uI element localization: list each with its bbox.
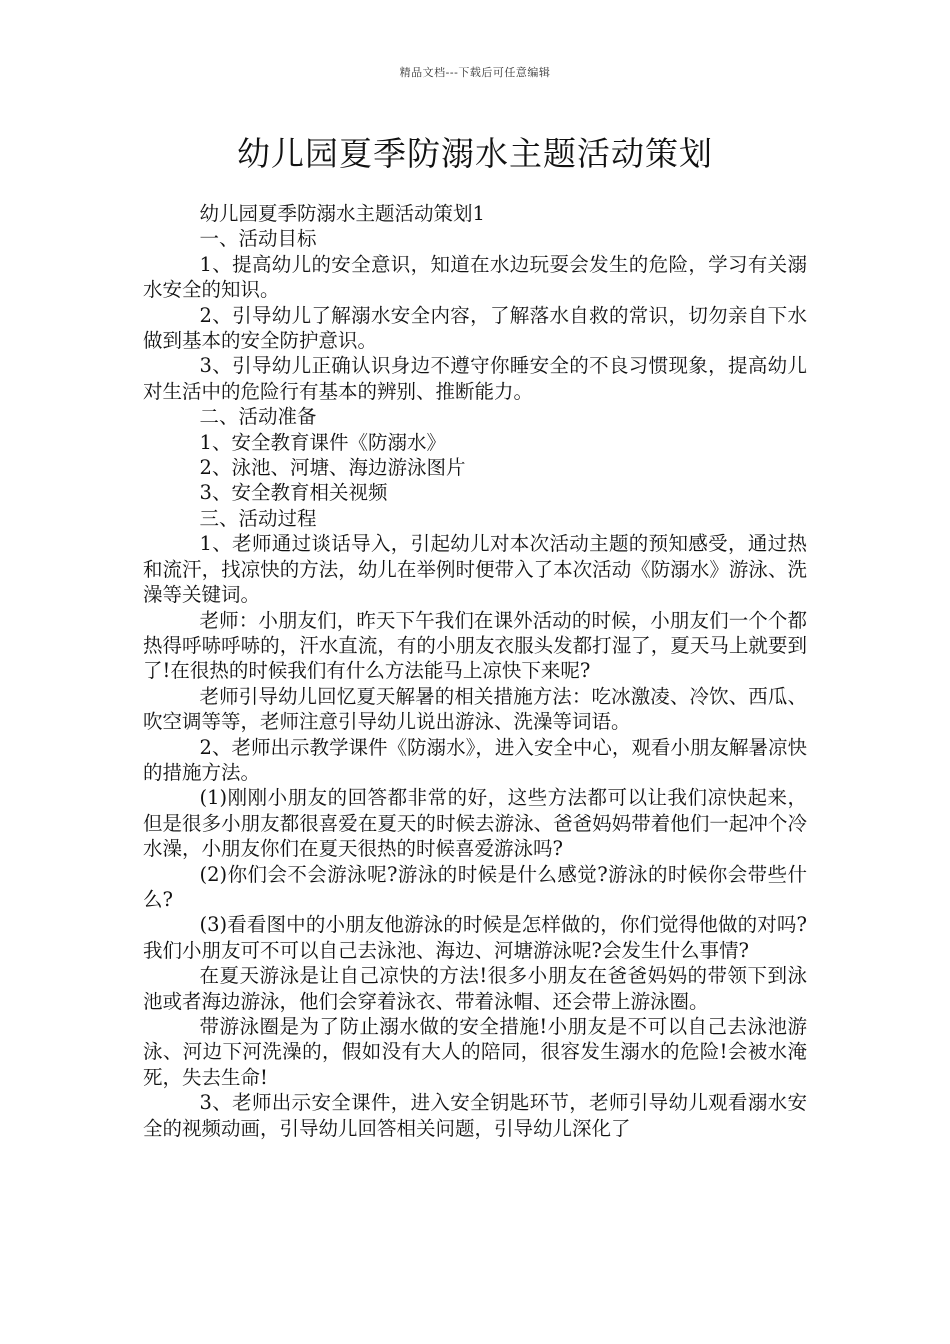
- paragraph: (1)刚刚小朋友的回答都非常的好，这些方法都可以让我们凉快起来，但是很多小朋友都很喜爱在夏天的时候去游泳、爸爸妈妈带着他们一起冲个冷水澡，小朋友你们在夏天很热的时候喜爱游泳吗?: [143, 786, 807, 861]
- paragraph: 三、活动过程: [199, 506, 317, 530]
- page-header-note: 精品文档---下载后可任意编辑: [399, 66, 551, 79]
- paragraph: 1、老师通过谈话导入，引起幼儿对本次活动主题的预知感受，通过热和流汗，找凉快的方法，幼儿在举例时便带入了本次活动《防溺水》游泳、洗澡等关键词。: [143, 532, 807, 607]
- paragraph: 带游泳圈是为了防止溺水做的安全措施!小朋友是不可以自己去泳池游泳、河边下河洗澡的，假如没有大人的陪同，很容发生溺水的危险!会被水淹死，失去生命!: [143, 1015, 807, 1089]
- paragraph: 3、老师出示安全课件，进入安全钥匙环节，老师引导幼儿观看溺水安全的视频动画，引导幼儿回答相关问题，引导幼儿深化了: [143, 1091, 807, 1140]
- paragraph: 3、安全教育相关视频: [199, 481, 388, 505]
- paragraph: 1、提高幼儿的安全意识，知道在水边玩耍会发生的危险，学习有关溺水安全的知识。: [143, 252, 807, 302]
- paragraph: 2、老师出示教学课件《防溺水》，进入安全中心，观看小朋友解暑凉快的措施方法。: [143, 735, 807, 784]
- paragraph: 老师引导幼儿回忆夏天解暑的相关措施方法：吃冰激凌、冷饮、西瓜、吹空调等等，老师注意引导幼儿说出游泳、洗澡等词语。: [143, 684, 807, 734]
- paragraph: (2)你们会不会游泳呢?游泳的时候是什么感觉?游泳的时候你会带些什么?: [143, 862, 807, 911]
- paragraph: 在夏天游泳是让自己凉快的方法!很多小朋友在爸爸妈妈的带领下到泳池或者海边游泳，他们会穿着泳衣、带着泳帽、还会带上游泳圈。: [143, 964, 807, 1013]
- paragraph: 3、引导幼儿正确认识身边不遵守你睡安全的不良习惯现象，提高幼儿对生活中的危险行有基本的辨别、推断能力。: [143, 354, 807, 403]
- paragraph: 老师：小朋友们，昨天下午我们在课外活动的时候，小朋友们一个个都热得呼哧呼哧的，汗水直流，有的小朋友衣服头发都打湿了，夏天马上就要到了!在很热的时候我们有什么方法能马上凉快下来呢?: [143, 608, 807, 683]
- paragraph: 2、引导幼儿了解溺水安全内容，了解落水自救的常识，切勿亲自下水做到基本的安全防护意识。: [143, 303, 807, 353]
- document-body: [143, 201, 807, 1141]
- paragraph: 二、活动准备: [199, 405, 317, 429]
- paragraph: 2、泳池、河塘、海边游泳图片: [199, 456, 466, 480]
- paragraph: (3)看看图中的小朋友他游泳的时候是怎样做的，你们觉得他做的对吗?我们小朋友可不可以自己去泳池、海边、河塘游泳呢?会发生什么事情?: [143, 913, 807, 962]
- paragraph: 1、安全教育课件《防溺水》: [199, 430, 446, 454]
- paragraph: 一、活动目标: [199, 227, 317, 251]
- paragraph: 幼儿园夏季防溺水主题活动策划1: [199, 202, 485, 225]
- document-title: 幼儿园夏季防溺水主题活动策划: [237, 134, 713, 173]
